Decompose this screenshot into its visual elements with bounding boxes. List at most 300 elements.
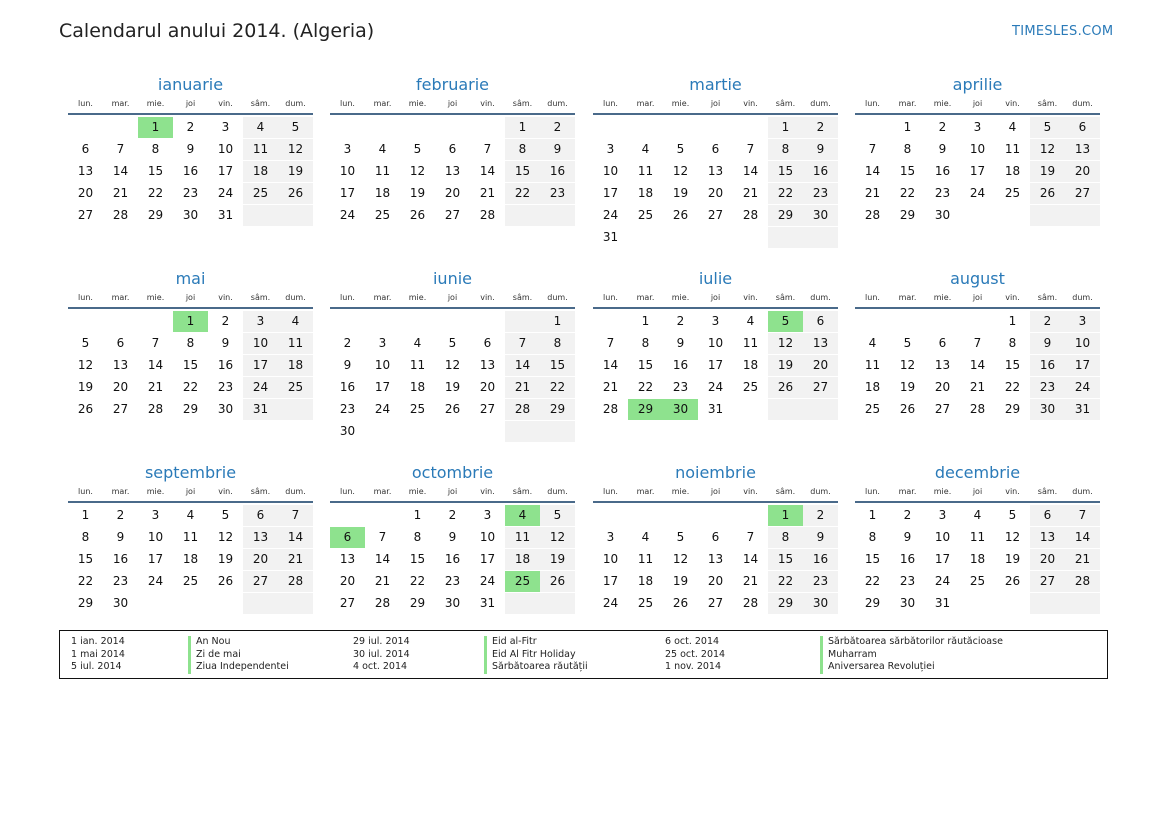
weekday-header (855, 486, 1100, 503)
legend-holiday-name: Ziua Independentei (188, 661, 289, 674)
weekday-label: mie. (671, 487, 690, 496)
day-cell: 28 (112, 208, 129, 222)
month-4 (855, 74, 1100, 227)
day-cell: 20 (707, 574, 724, 588)
empty-cell (1030, 593, 1065, 614)
empty-cell (960, 311, 995, 332)
empty-cell (628, 227, 663, 248)
day-cell: 22 (768, 571, 803, 592)
day-cell: 16 (1030, 355, 1065, 376)
day-cell: 20 (479, 380, 496, 394)
day-cell: 21 (112, 186, 129, 200)
day-cell: 31 (1065, 399, 1100, 420)
weekday-label: sâm. (512, 293, 533, 302)
day-cell: 21 (742, 186, 759, 200)
day-cell: 13 (339, 552, 356, 566)
empty-cell (960, 205, 995, 226)
day-cell: 10 (602, 164, 619, 178)
weekday-label: lun. (865, 293, 880, 302)
day-cell: 15 (182, 358, 199, 372)
day-cell: 16 (444, 552, 461, 566)
day-cell: 4 (413, 336, 422, 350)
weekday-label: lun. (865, 99, 880, 108)
day-cell: 24 (374, 402, 391, 416)
day-cell: 20 (1065, 161, 1100, 182)
day-cell: 5 (676, 530, 685, 544)
day-cell: 22 (899, 186, 916, 200)
day-cell: 9 (803, 527, 838, 548)
month-name: martie (689, 75, 742, 94)
day-cell: 3 (606, 530, 615, 544)
empty-cell (365, 311, 400, 332)
day-cell: 2 (116, 508, 125, 522)
weekday-label: sâm. (1037, 487, 1058, 496)
legend-date: 25 oct. 2014 (665, 648, 726, 660)
day-cell: 6 (243, 505, 278, 526)
weekday-header (68, 486, 313, 503)
holiday-day-cell: 1 (768, 505, 803, 526)
weekday-label: vin. (743, 99, 758, 108)
weekday-label: lun. (78, 99, 93, 108)
day-cell: 4 (641, 142, 650, 156)
day-cell: 31 (602, 230, 619, 244)
day-cell: 23 (540, 183, 575, 204)
day-cell: 24 (147, 574, 164, 588)
weekday-label: sâm. (775, 99, 796, 108)
empty-cell (593, 311, 628, 332)
legend-dates-col-1 (71, 636, 125, 674)
day-cell: 26 (672, 208, 689, 222)
day-cell: 23 (339, 402, 356, 416)
day-cell: 7 (973, 336, 982, 350)
day-cell: 9 (676, 336, 685, 350)
weekday-label: mar. (373, 293, 392, 302)
weekday-label: mie. (933, 487, 952, 496)
day-cell: 9 (343, 358, 352, 372)
empty-cell (733, 117, 768, 138)
day-cell: 26 (899, 402, 916, 416)
day-cell: 21 (864, 186, 881, 200)
day-cell: 8 (151, 142, 160, 156)
empty-cell (540, 593, 575, 614)
empty-cell (435, 311, 470, 332)
day-cell: 10 (969, 142, 986, 156)
day-cell: 1 (540, 311, 575, 332)
day-cell: 14 (374, 552, 391, 566)
day-cell: 4 (641, 530, 650, 544)
day-cell: 5 (448, 336, 457, 350)
day-cell: 27 (444, 208, 461, 222)
day-cell: 19 (540, 549, 575, 570)
legend-names-col-2 (484, 636, 588, 674)
day-cell: 17 (147, 552, 164, 566)
day-cell: 6 (1030, 505, 1065, 526)
month-name: octombrie (411, 463, 494, 482)
day-cell: 13 (803, 333, 838, 354)
day-cell: 9 (116, 530, 125, 544)
day-cell: 12 (77, 358, 94, 372)
day-cell: 17 (339, 186, 356, 200)
day-cell: 4 (186, 508, 195, 522)
day-cell: 30 (934, 208, 951, 222)
day-cell: 28 (147, 402, 164, 416)
day-cell: 5 (903, 336, 912, 350)
day-cell: 28 (278, 571, 313, 592)
day-cell: 16 (182, 164, 199, 178)
weekday-label: sâm. (775, 293, 796, 302)
month-3 (593, 74, 838, 249)
day-cell: 8 (413, 530, 422, 544)
day-cell: 8 (505, 139, 540, 160)
day-cell: 9 (221, 336, 230, 350)
day-cell: 31 (707, 402, 724, 416)
day-cell: 25 (742, 380, 759, 394)
empty-cell (173, 593, 208, 614)
day-cell: 6 (711, 142, 720, 156)
legend-holiday-name: Muharram (820, 649, 1003, 662)
day-cell: 30 (899, 596, 916, 610)
day-cell: 26 (217, 574, 234, 588)
weekday-label: lun. (865, 487, 880, 496)
day-cell: 16 (803, 549, 838, 570)
day-cell: 20 (803, 355, 838, 376)
weekday-label: mie. (146, 293, 165, 302)
month-6 (330, 268, 575, 443)
legend-holiday-name: Zi de mai (188, 649, 289, 662)
day-cell: 25 (969, 574, 986, 588)
day-cell: 25 (182, 574, 199, 588)
weekday-label: dum. (285, 293, 306, 302)
day-cell: 29 (768, 593, 803, 614)
empty-cell (470, 311, 505, 332)
days-grid (330, 115, 575, 227)
day-cell: 4 (278, 311, 313, 332)
day-cell: 30 (112, 596, 129, 610)
month-name: decembrie (934, 463, 1021, 482)
day-cell: 6 (116, 336, 125, 350)
legend-date: 4 oct. 2014 (353, 661, 408, 672)
day-cell: 26 (444, 402, 461, 416)
day-cell: 4 (746, 314, 755, 328)
day-cell: 17 (969, 164, 986, 178)
day-cell: 6 (711, 530, 720, 544)
day-cell: 16 (803, 161, 838, 182)
weekday-label: dum. (285, 487, 306, 496)
empty-cell (278, 205, 313, 226)
days-grid (593, 309, 838, 421)
weekday-label: joi (447, 99, 458, 108)
empty-cell (278, 593, 313, 614)
weekday-header (593, 98, 838, 115)
day-cell: 16 (339, 380, 356, 394)
day-cell: 14 (742, 164, 759, 178)
day-cell: 10 (1065, 333, 1100, 354)
weekday-label: sâm. (1037, 293, 1058, 302)
weekday-label: dum. (810, 293, 831, 302)
day-cell: 10 (243, 333, 278, 354)
weekday-label: lun. (340, 487, 355, 496)
day-cell: 30 (444, 596, 461, 610)
day-cell: 2 (938, 120, 947, 134)
day-cell: 8 (868, 530, 877, 544)
empty-cell (698, 227, 733, 248)
weekday-label: mie. (146, 99, 165, 108)
day-cell: 11 (637, 164, 654, 178)
day-cell: 27 (77, 208, 94, 222)
weekday-label: joi (447, 293, 458, 302)
empty-cell (593, 117, 628, 138)
holiday-day-cell: 29 (628, 399, 663, 420)
day-cell: 28 (969, 402, 986, 416)
day-cell: 25 (637, 596, 654, 610)
empty-cell (138, 311, 173, 332)
day-cell: 30 (803, 593, 838, 614)
day-cell: 24 (707, 380, 724, 394)
legend-date: 30 iul. 2014 (353, 648, 410, 660)
weekday-label: mar. (898, 487, 917, 496)
weekday-label: mie. (408, 293, 427, 302)
weekday-label: joi (185, 99, 196, 108)
day-cell: 3 (606, 142, 615, 156)
weekday-label: joi (447, 487, 458, 496)
days-grid (330, 503, 575, 615)
empty-cell (855, 311, 890, 332)
day-cell: 15 (409, 552, 426, 566)
day-cell: 16 (899, 552, 916, 566)
day-cell: 27 (339, 596, 356, 610)
day-cell: 2 (343, 336, 352, 350)
empty-cell (733, 505, 768, 526)
day-cell: 23 (803, 571, 838, 592)
day-cell: 1 (505, 117, 540, 138)
day-cell: 14 (864, 164, 881, 178)
day-cell: 10 (707, 336, 724, 350)
day-cell: 8 (81, 530, 90, 544)
weekday-label: vin. (743, 487, 758, 496)
day-cell: 19 (672, 574, 689, 588)
weekday-label: joi (972, 293, 983, 302)
weekday-label: vin. (480, 99, 495, 108)
days-grid (855, 503, 1100, 615)
day-cell: 21 (602, 380, 619, 394)
day-cell: 23 (112, 574, 129, 588)
day-cell: 7 (483, 142, 492, 156)
day-cell: 24 (934, 574, 951, 588)
holiday-legend (59, 630, 1108, 679)
day-cell: 3 (1065, 311, 1100, 332)
empty-cell (365, 505, 400, 526)
weekday-label: dum. (810, 99, 831, 108)
weekday-label: mie. (671, 293, 690, 302)
weekday-label: joi (710, 293, 721, 302)
day-cell: 21 (147, 380, 164, 394)
weekday-label: lun. (78, 487, 93, 496)
day-cell: 4 (1008, 120, 1017, 134)
day-cell: 7 (868, 142, 877, 156)
empty-cell (995, 593, 1030, 614)
weekday-label: vin. (218, 293, 233, 302)
day-cell: 14 (479, 164, 496, 178)
day-cell: 15 (540, 355, 575, 376)
day-cell: 23 (217, 380, 234, 394)
empty-cell (768, 399, 803, 420)
day-cell: 29 (409, 596, 426, 610)
day-cell: 26 (768, 377, 803, 398)
day-cell: 26 (540, 571, 575, 592)
day-cell: 26 (1030, 183, 1065, 204)
empty-cell (628, 505, 663, 526)
month-name: ianuarie (157, 75, 224, 94)
day-cell: 8 (540, 333, 575, 354)
weekday-label: mie. (146, 487, 165, 496)
day-cell: 28 (1065, 571, 1100, 592)
weekday-header (68, 292, 313, 309)
day-cell: 6 (938, 336, 947, 350)
empty-cell (68, 311, 103, 332)
day-cell: 5 (1008, 508, 1017, 522)
empty-cell (400, 117, 435, 138)
day-cell: 11 (637, 552, 654, 566)
day-cell: 5 (540, 505, 575, 526)
day-cell: 1 (903, 120, 912, 134)
empty-cell (365, 117, 400, 138)
empty-cell (960, 593, 995, 614)
weekday-label: mar. (636, 293, 655, 302)
holiday-day-cell: 1 (173, 311, 208, 332)
empty-cell (365, 421, 400, 442)
legend-names-col-3 (820, 636, 1003, 674)
days-grid (855, 115, 1100, 227)
day-cell: 7 (278, 505, 313, 526)
day-cell: 29 (540, 399, 575, 420)
site-link[interactable]: TIMESLES.COM (1012, 24, 1114, 39)
day-cell: 25 (1004, 186, 1021, 200)
day-cell: 6 (483, 336, 492, 350)
day-cell: 23 (1030, 377, 1065, 398)
weekday-label: lun. (340, 99, 355, 108)
day-cell: 22 (147, 186, 164, 200)
day-cell: 11 (409, 358, 426, 372)
day-cell: 28 (505, 399, 540, 420)
weekday-label: mar. (373, 487, 392, 496)
month-7 (593, 268, 838, 421)
day-cell: 28 (374, 596, 391, 610)
day-cell: 22 (505, 183, 540, 204)
day-cell: 25 (409, 402, 426, 416)
empty-cell (400, 421, 435, 442)
day-cell: 9 (938, 142, 947, 156)
day-cell: 3 (483, 508, 492, 522)
weekday-label: joi (710, 99, 721, 108)
day-cell: 12 (217, 530, 234, 544)
day-cell: 2 (676, 314, 685, 328)
day-cell: 17 (217, 164, 234, 178)
day-cell: 17 (1065, 355, 1100, 376)
weekday-label: dum. (547, 487, 568, 496)
weekday-label: mie. (408, 487, 427, 496)
empty-cell (208, 593, 243, 614)
empty-cell (803, 399, 838, 420)
weekday-label: sâm. (250, 293, 271, 302)
day-cell: 17 (243, 355, 278, 376)
empty-cell (505, 421, 540, 442)
day-cell: 17 (602, 186, 619, 200)
day-cell: 12 (444, 358, 461, 372)
day-cell: 27 (707, 208, 724, 222)
day-cell: 27 (707, 596, 724, 610)
empty-cell (138, 593, 173, 614)
weekday-label: mie. (933, 99, 952, 108)
day-cell: 13 (243, 527, 278, 548)
day-cell: 14 (112, 164, 129, 178)
day-cell: 20 (1030, 549, 1065, 570)
day-cell: 7 (606, 336, 615, 350)
day-cell: 3 (938, 508, 947, 522)
day-cell: 6 (1065, 117, 1100, 138)
weekday-label: sâm. (512, 487, 533, 496)
day-cell: 15 (637, 358, 654, 372)
day-cell: 22 (864, 574, 881, 588)
weekday-label: mar. (898, 293, 917, 302)
weekday-label: sâm. (775, 487, 796, 496)
day-cell: 20 (707, 186, 724, 200)
day-cell: 12 (278, 139, 313, 160)
day-cell: 3 (221, 120, 230, 134)
weekday-label: dum. (1072, 99, 1093, 108)
day-cell: 15 (768, 549, 803, 570)
day-cell: 17 (374, 380, 391, 394)
day-cell: 14 (505, 355, 540, 376)
day-cell: 27 (1065, 183, 1100, 204)
day-cell: 7 (378, 530, 387, 544)
weekday-label: lun. (340, 293, 355, 302)
weekday-label: sâm. (512, 99, 533, 108)
legend-date: 29 iul. 2014 (353, 636, 410, 647)
month-name: aprilie (952, 75, 1003, 94)
month-2 (330, 74, 575, 227)
day-cell: 12 (899, 358, 916, 372)
empty-cell (435, 117, 470, 138)
day-cell: 13 (112, 358, 129, 372)
day-cell: 4 (243, 117, 278, 138)
weekday-label: joi (185, 487, 196, 496)
day-cell: 28 (864, 208, 881, 222)
day-cell: 18 (182, 552, 199, 566)
weekday-label: sâm. (1037, 99, 1058, 108)
empty-cell (103, 311, 138, 332)
legend-date: 6 oct. 2014 (665, 636, 720, 647)
empty-cell (663, 505, 698, 526)
day-cell: 15 (1004, 358, 1021, 372)
day-cell: 31 (217, 208, 234, 222)
day-cell: 13 (444, 164, 461, 178)
page-title: Calendarul anului 2014. (Algeria) (59, 20, 375, 42)
day-cell: 30 (182, 208, 199, 222)
day-cell: 23 (672, 380, 689, 394)
weekday-label: vin. (480, 293, 495, 302)
day-cell: 1 (1008, 314, 1017, 328)
empty-cell (505, 311, 540, 332)
weekday-header (330, 98, 575, 115)
day-cell: 11 (374, 164, 391, 178)
day-cell: 9 (1030, 333, 1065, 354)
weekday-label: vin. (1005, 293, 1020, 302)
day-cell: 18 (969, 552, 986, 566)
day-cell: 17 (707, 358, 724, 372)
day-cell: 18 (374, 186, 391, 200)
weekday-label: joi (972, 487, 983, 496)
weekday-header (330, 292, 575, 309)
